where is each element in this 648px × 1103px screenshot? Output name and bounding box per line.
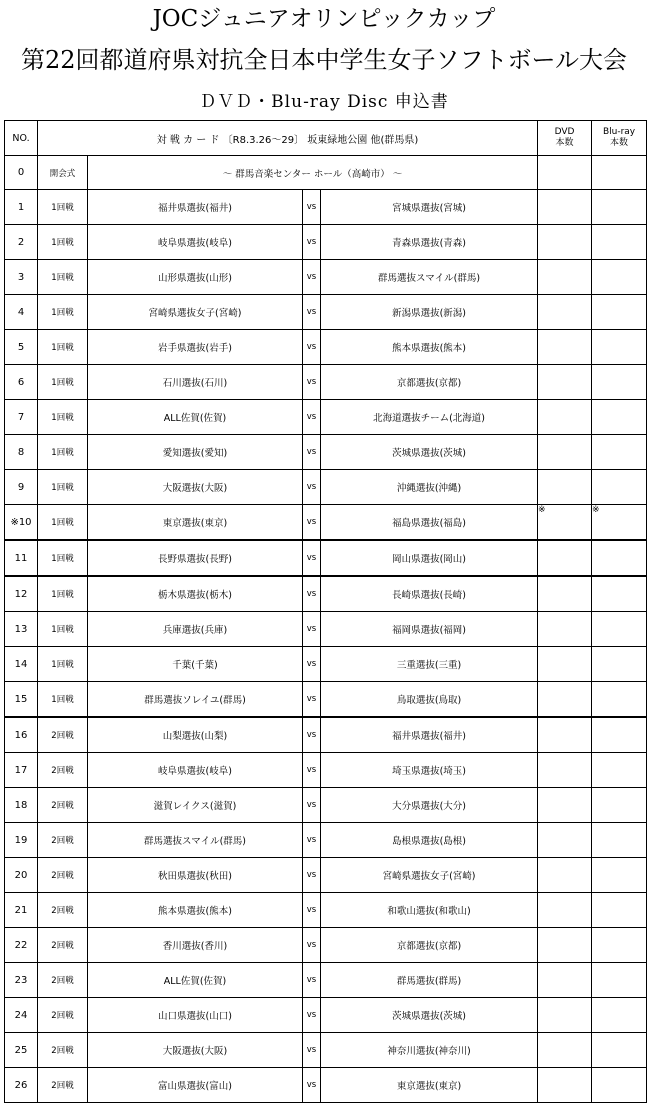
dvd-qty-cell[interactable] (538, 225, 592, 260)
dvd-qty-cell[interactable] (538, 823, 592, 858)
match-row (5, 823, 647, 858)
home-team: 長野県選抜(長野) (88, 540, 303, 576)
vs-label: vs (303, 1068, 321, 1103)
bluray-qty-cell[interactable] (592, 998, 647, 1033)
dvd-qty-cell[interactable] (538, 400, 592, 435)
row-no: 6 (5, 365, 38, 400)
match-row (5, 1033, 647, 1068)
row-no: 24 (5, 998, 38, 1033)
match-row (5, 540, 647, 576)
bluray-qty-cell[interactable]: ※ (592, 505, 647, 541)
bluray-qty-cell[interactable] (592, 1033, 647, 1068)
away-team: 宮崎県選抜女子(宮崎) (321, 858, 538, 893)
vs-label: vs (303, 225, 321, 260)
row-no: 9 (5, 470, 38, 505)
row-round: 2回戦 (38, 928, 88, 963)
away-team: 京都選抜(京都) (321, 365, 538, 400)
row-no: 11 (5, 540, 38, 576)
vs-label: vs (303, 1033, 321, 1068)
match-row (5, 998, 647, 1033)
away-team: 大分県選抜(大分) (321, 788, 538, 823)
bluray-qty-cell[interactable] (592, 225, 647, 260)
row-no: 0 (5, 156, 38, 190)
row-round: 2回戦 (38, 998, 88, 1033)
vs-label: vs (303, 788, 321, 823)
match-row (5, 647, 647, 682)
opening-row (5, 156, 647, 190)
away-team: 京都選抜(京都) (321, 928, 538, 963)
home-team: 富山県選抜(富山) (88, 1068, 303, 1103)
dvd-qty-cell[interactable] (538, 858, 592, 893)
dvd-qty-cell[interactable] (538, 717, 592, 753)
title-form: ＤＶＤ・Blu-ray Disc 申込書 (199, 92, 449, 112)
row-no: 12 (5, 576, 38, 612)
title-event: JOCジュニアオリンピックカップ (152, 6, 496, 32)
bluray-qty-cell[interactable] (592, 753, 647, 788)
row-round: 1回戦 (38, 400, 88, 435)
away-team: 熊本県選抜(熊本) (321, 330, 538, 365)
away-team: 北海道選抜チーム(北海道) (321, 400, 538, 435)
row-round: 1回戦 (38, 435, 88, 470)
bluray-qty-cell[interactable] (592, 928, 647, 963)
vs-label: vs (303, 435, 321, 470)
row-no: 23 (5, 963, 38, 998)
home-team: 大阪選抜(大阪) (88, 1033, 303, 1068)
bluray-qty-cell[interactable] (592, 190, 647, 225)
vs-label: vs (303, 647, 321, 682)
match-row (5, 330, 647, 365)
match-row (5, 717, 647, 753)
home-team: 愛知選抜(愛知) (88, 435, 303, 470)
match-row (5, 190, 647, 225)
away-team: 東京選抜(東京) (321, 1068, 538, 1103)
vs-label: vs (303, 540, 321, 576)
vs-label: vs (303, 365, 321, 400)
vs-label: vs (303, 295, 321, 330)
match-row (5, 260, 647, 295)
row-round: 1回戦 (38, 612, 88, 647)
row-round: 開会式 (38, 156, 88, 190)
bluray-qty-cell[interactable] (592, 647, 647, 682)
row-no: 17 (5, 753, 38, 788)
bluray-qty-cell[interactable] (592, 576, 647, 612)
row-round: 1回戦 (38, 682, 88, 718)
away-team: 茨城県選抜(茨城) (321, 998, 538, 1033)
home-team: 秋田県選抜(秋田) (88, 858, 303, 893)
dvd-qty-cell[interactable] (538, 753, 592, 788)
bluray-qty-cell[interactable] (592, 156, 647, 190)
row-no: 25 (5, 1033, 38, 1068)
home-team: 兵庫選抜(兵庫) (88, 612, 303, 647)
dvd-qty-cell[interactable] (538, 540, 592, 576)
match-row (5, 505, 647, 541)
vs-label: vs (303, 576, 321, 612)
home-team: 大阪選抜(大阪) (88, 470, 303, 505)
dvd-qty-cell[interactable] (538, 1033, 592, 1068)
match-row (5, 682, 647, 718)
home-team: ALL佐賀(佐賀) (88, 400, 303, 435)
bluray-qty-cell[interactable] (592, 858, 647, 893)
vs-label: vs (303, 260, 321, 295)
row-round: 2回戦 (38, 963, 88, 998)
row-round: 2回戦 (38, 893, 88, 928)
bluray-qty-cell[interactable] (592, 295, 647, 330)
vs-label: vs (303, 330, 321, 365)
row-round: 1回戦 (38, 225, 88, 260)
dvd-qty-cell[interactable] (538, 576, 592, 612)
vs-label: vs (303, 753, 321, 788)
vs-label: vs (303, 400, 321, 435)
match-row (5, 225, 647, 260)
row-no: 18 (5, 788, 38, 823)
row-no: 21 (5, 893, 38, 928)
row-round: 2回戦 (38, 1068, 88, 1103)
row-round: 1回戦 (38, 330, 88, 365)
vs-label: vs (303, 998, 321, 1033)
home-team: 山口県選抜(山口) (88, 998, 303, 1033)
row-no: 2 (5, 225, 38, 260)
header-no: NO. (5, 121, 38, 156)
dvd-qty-cell[interactable] (538, 928, 592, 963)
away-team: 福島県選抜(福島) (321, 505, 538, 541)
match-row (5, 963, 647, 998)
vs-label: vs (303, 858, 321, 893)
vs-label: vs (303, 928, 321, 963)
vs-label: vs (303, 612, 321, 647)
match-row (5, 400, 647, 435)
row-round: 1回戦 (38, 470, 88, 505)
away-team: 長崎県選抜(長崎) (321, 576, 538, 612)
row-no: 15 (5, 682, 38, 718)
vs-label: vs (303, 893, 321, 928)
row-no: ※10 (5, 505, 38, 541)
home-team: 山形県選抜(山形) (88, 260, 303, 295)
dvd-qty-cell[interactable] (538, 260, 592, 295)
row-round: 1回戦 (38, 576, 88, 612)
row-no: 13 (5, 612, 38, 647)
match-row (5, 893, 647, 928)
home-team: 石川選抜(石川) (88, 365, 303, 400)
bluray-qty-cell[interactable] (592, 682, 647, 718)
home-team: 千葉(千葉) (88, 647, 303, 682)
bluray-qty-cell[interactable] (592, 893, 647, 928)
away-team: 岡山県選抜(岡山) (321, 540, 538, 576)
home-team: 宮崎県選抜女子(宮崎) (88, 295, 303, 330)
row-no: 1 (5, 190, 38, 225)
home-team: 群馬選抜スマイル(群馬) (88, 823, 303, 858)
away-team: 沖縄選抜(沖縄) (321, 470, 538, 505)
dvd-qty-cell[interactable] (538, 156, 592, 190)
match-row (5, 1068, 647, 1103)
bluray-qty-cell[interactable] (592, 788, 647, 823)
match-row (5, 928, 647, 963)
away-team: 三重選抜(三重) (321, 647, 538, 682)
dvd-qty-cell[interactable] (538, 1068, 592, 1103)
away-team: 埼玉県選抜(埼玉) (321, 753, 538, 788)
dvd-qty-cell[interactable] (538, 435, 592, 470)
row-no: 4 (5, 295, 38, 330)
away-team: 群馬選抜(群馬) (321, 963, 538, 998)
header-match-card: 対 戦 カ ー ド 〔R8.3.26～29〕 坂東緑地公園 他(群馬県) (38, 121, 538, 156)
row-no: 19 (5, 823, 38, 858)
match-row (5, 788, 647, 823)
row-round: 2回戦 (38, 823, 88, 858)
match-row (5, 576, 647, 612)
home-team: 岩手県選抜(岩手) (88, 330, 303, 365)
home-team: 岐阜県選抜(岐阜) (88, 225, 303, 260)
away-team: 神奈川選抜(神奈川) (321, 1033, 538, 1068)
row-round: 2回戦 (38, 1033, 88, 1068)
dvd-qty-cell[interactable] (538, 470, 592, 505)
match-row (5, 470, 647, 505)
dvd-qty-cell[interactable] (538, 682, 592, 718)
header-dvd: DVD 本数 (538, 121, 592, 156)
title-tournament: 第22回都道府県対抗全日本中学生女子ソフトボール大会 (20, 46, 628, 74)
header-bluray: Blu-ray 本数 (592, 121, 647, 156)
vs-label: vs (303, 190, 321, 225)
home-team: 山梨選抜(山梨) (88, 717, 303, 753)
dvd-qty-cell[interactable] (538, 998, 592, 1033)
header-row (5, 121, 647, 156)
bluray-qty-cell[interactable] (592, 365, 647, 400)
home-team: 岐阜県選抜(岐阜) (88, 753, 303, 788)
home-team: 熊本県選抜(熊本) (88, 893, 303, 928)
vs-label: vs (303, 470, 321, 505)
dvd-qty-cell[interactable] (538, 788, 592, 823)
row-round: 1回戦 (38, 647, 88, 682)
row-no: 5 (5, 330, 38, 365)
vs-label: vs (303, 717, 321, 753)
away-team: 宮城県選抜(宮城) (321, 190, 538, 225)
match-row (5, 858, 647, 893)
match-row (5, 365, 647, 400)
row-no: 7 (5, 400, 38, 435)
row-no: 26 (5, 1068, 38, 1103)
bluray-qty-cell[interactable] (592, 717, 647, 753)
bluray-qty-cell[interactable] (592, 612, 647, 647)
row-round: 1回戦 (38, 190, 88, 225)
home-team: 栃木県選抜(栃木) (88, 576, 303, 612)
row-no: 22 (5, 928, 38, 963)
home-team: 福井県選抜(福井) (88, 190, 303, 225)
bluray-qty-cell[interactable] (592, 330, 647, 365)
dvd-qty-cell[interactable]: ※ (538, 505, 592, 541)
order-table (4, 120, 647, 1103)
bluray-qty-cell[interactable] (592, 540, 647, 576)
row-no: 16 (5, 717, 38, 753)
match-row (5, 435, 647, 470)
dvd-qty-cell[interactable] (538, 365, 592, 400)
row-round: 1回戦 (38, 260, 88, 295)
row-round: 2回戦 (38, 788, 88, 823)
home-team: 群馬選抜ソレイユ(群馬) (88, 682, 303, 718)
opening-venue: ～ 群馬音楽センター ホール（高崎市） ～ (88, 156, 538, 190)
bluray-qty-cell[interactable] (592, 470, 647, 505)
away-team: 鳥取選抜(鳥取) (321, 682, 538, 718)
away-team: 福岡県選抜(福岡) (321, 612, 538, 647)
vs-label: vs (303, 963, 321, 998)
match-row (5, 753, 647, 788)
row-round: 1回戦 (38, 540, 88, 576)
dvd-qty-cell[interactable] (538, 295, 592, 330)
bluray-qty-cell[interactable] (592, 823, 647, 858)
match-row (5, 612, 647, 647)
bluray-qty-cell[interactable] (592, 435, 647, 470)
dvd-qty-cell[interactable] (538, 963, 592, 998)
bluray-qty-cell[interactable] (592, 1068, 647, 1103)
bluray-qty-cell[interactable] (592, 400, 647, 435)
row-no: 14 (5, 647, 38, 682)
away-team: 青森県選抜(青森) (321, 225, 538, 260)
row-no: 20 (5, 858, 38, 893)
home-team: 滋賀レイクス(滋賀) (88, 788, 303, 823)
row-round: 2回戦 (38, 858, 88, 893)
bluray-qty-cell[interactable] (592, 963, 647, 998)
row-round: 2回戦 (38, 717, 88, 753)
vs-label: vs (303, 823, 321, 858)
row-round: 2回戦 (38, 753, 88, 788)
match-row (5, 295, 647, 330)
dvd-qty-cell[interactable] (538, 612, 592, 647)
vs-label: vs (303, 682, 321, 718)
away-team: 群馬選抜スマイル(群馬) (321, 260, 538, 295)
dvd-qty-cell[interactable] (538, 893, 592, 928)
away-team: 島根県選抜(島根) (321, 823, 538, 858)
away-team: 新潟県選抜(新潟) (321, 295, 538, 330)
away-team: 茨城県選抜(茨城) (321, 435, 538, 470)
dvd-qty-cell[interactable] (538, 190, 592, 225)
dvd-qty-cell[interactable] (538, 330, 592, 365)
dvd-qty-cell[interactable] (538, 647, 592, 682)
home-team: 香川選抜(香川) (88, 928, 303, 963)
bluray-qty-cell[interactable] (592, 260, 647, 295)
home-team: ALL佐賀(佐賀) (88, 963, 303, 998)
home-team: 東京選抜(東京) (88, 505, 303, 541)
row-round: 1回戦 (38, 295, 88, 330)
vs-label: vs (303, 505, 321, 541)
row-round: 1回戦 (38, 505, 88, 541)
away-team: 福井県選抜(福井) (321, 717, 538, 753)
row-no: 8 (5, 435, 38, 470)
row-no: 3 (5, 260, 38, 295)
row-round: 1回戦 (38, 365, 88, 400)
away-team: 和歌山選抜(和歌山) (321, 893, 538, 928)
